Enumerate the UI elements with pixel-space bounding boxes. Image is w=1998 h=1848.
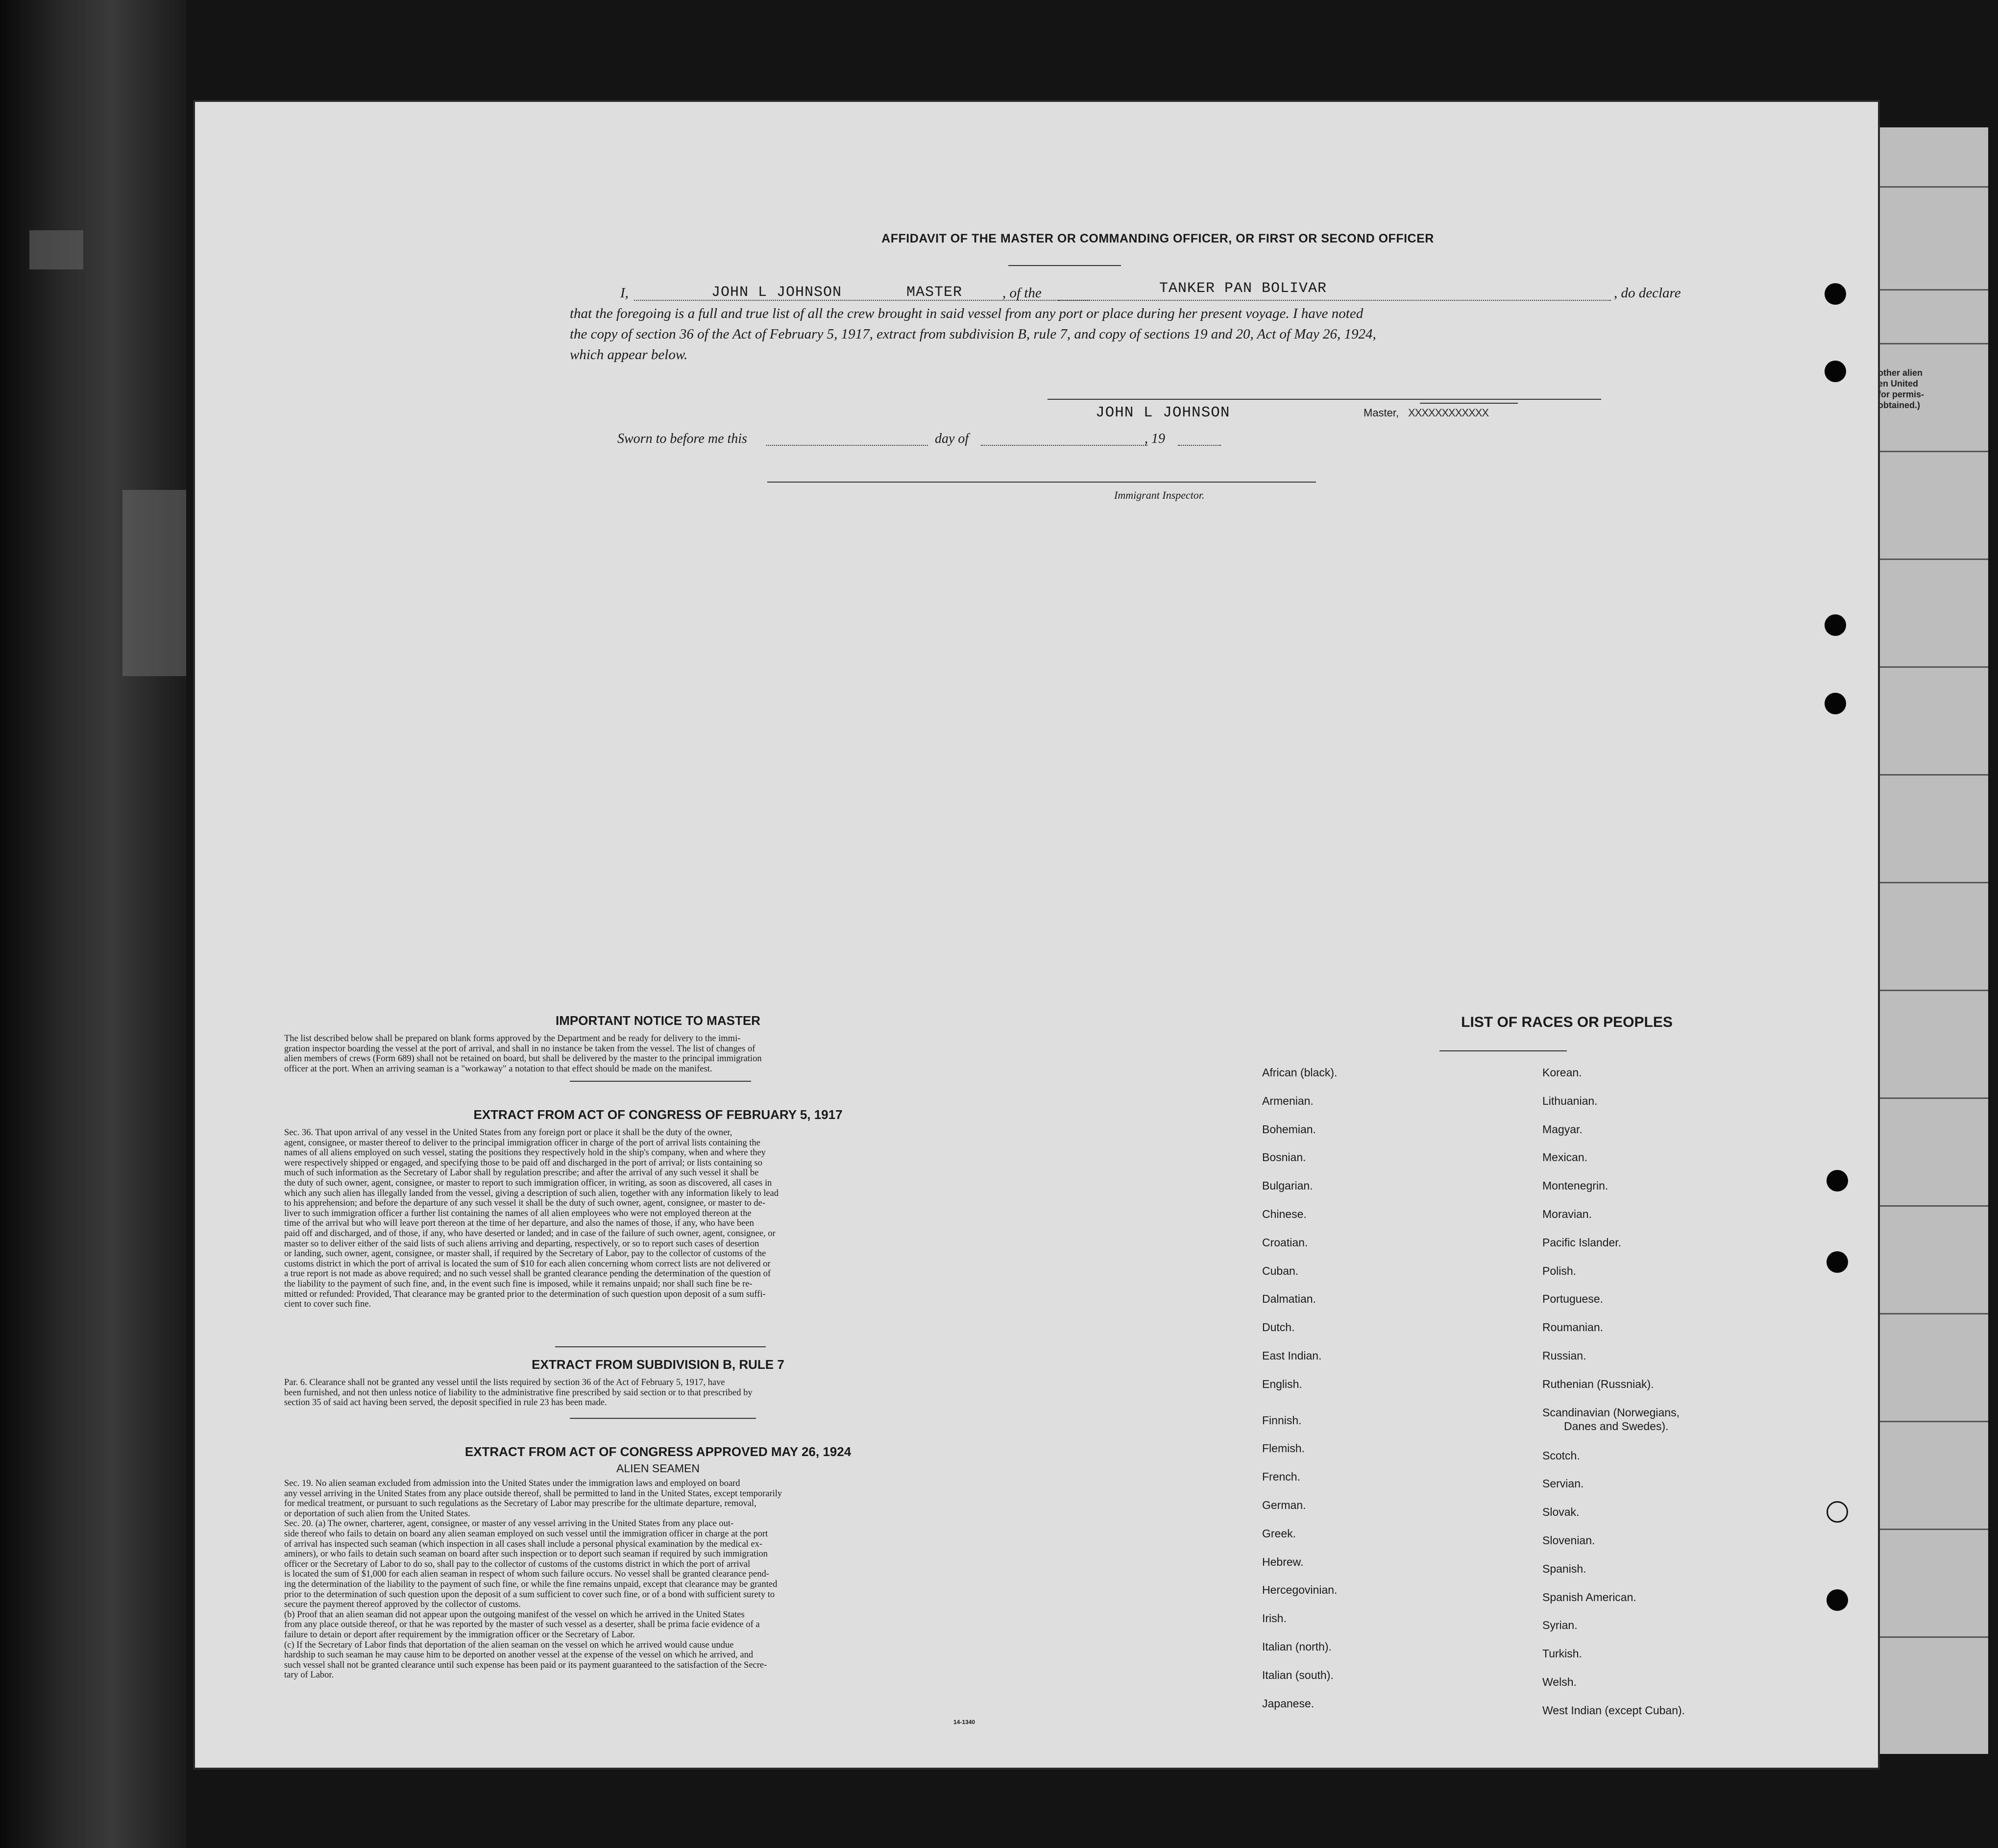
binder-hole: [1825, 283, 1846, 305]
extract-rule7-text: Par. 6. Clearance shall not be granted any vessel until the lists required by section 36 of the Act of February 5, 1917, have been furnished, and not then unless notice of liability to the administrative fine prescribed by said section or to that prescribed by section 35 of said act having been served, the deposit specified in rule 23 has been made.: [284, 1378, 753, 1408]
race-item: East Indian.: [1262, 1349, 1322, 1362]
race-item: Roumanian.: [1542, 1321, 1604, 1334]
notice-title: IMPORTANT NOTICE TO MASTER: [556, 1013, 760, 1028]
race-item: Lithuanian.: [1542, 1094, 1598, 1107]
extract-1917-title: EXTRACT FROM ACT OF CONGRESS OF FEBRUARY 5, 1917: [473, 1107, 843, 1122]
affidavit-title: AFFIDAVIT OF THE MASTER OR COMMANDING OFFICER, OR FIRST OR SECOND OFFICER: [881, 232, 1434, 245]
race-item: Irish.: [1262, 1612, 1287, 1625]
race-item: Spanish American.: [1542, 1590, 1636, 1604]
binder-hole: [1825, 693, 1846, 714]
race-item: Greek.: [1262, 1527, 1296, 1540]
affidavit-line-3: which appear below.: [570, 347, 688, 363]
extract-rule7-title: EXTRACT FROM SUBDIVISION B, RULE 7: [532, 1357, 784, 1372]
notice-text: The list described below shall be prepared on blank forms approved by the Department and be ready for delivery to the immi- gration inspector boarding the vessel at the port of arrival, and shall in no instance be taken from the vessel. The list of changes of alien members of crews (Form 689) shall not be retained on board, but shall be delivered by the master to the principal immigration officer at the port. When an arriving seaman is a "workaway" a notation to that effect should be made on the manifest.: [284, 1034, 762, 1074]
race-item: Hercegovinian.: [1262, 1583, 1338, 1597]
race-item: French.: [1262, 1470, 1300, 1483]
extract-1917-text: Sec. 36. That upon arrival of any vessel in the United States from any foreign port or place it shall be the duty of the owner, agent, consignee, or master thereof to deliver to the principal immigration officer in charge of the port of arrival lists containing the names of all aliens employed on such vessel, stating the positions they respectively hold in the ship's company, when and where they were respectively shipped or engaged, and specifying those to be paid off and discharged in the port of arrival; or lists containing so much of such information as the Secretary of Labor shall by regulation prescribe; and after the arrival of any such vessel it shall be the duty of such owner, agent, consignee, or master to report to such immigration officer, in writing, as soon as discovered, all cases in which any such alien has illegally landed from the vessel, giving a description of such alien, together with any information likely to lead to his apprehension; and before the departure of any such vessel it shall be the duty of such owner, agent, consignee, or master to de- liver to such immigration officer a further list containing the names of all alien employees who were not employed thereon at the time of the arrival but who will leave port thereon at the time of her departure, and also the names of those, if any, who have been paid off and discharged, and of those, if any, who have deserted or landed; and in case of the failure of such owner, agent, consignee, or master so to deliver either of the said lists of such aliens arriving and departing, respectively, or so to report such cases of desertion or landing, such owner, agent, consignee, or master shall, if required by the Secretary of Labor, pay to the collector of customs of the customs district in which the port of arrival is located the sum of $10 for each alien concerning whom correct lists are not delivered or a true report is not made as above required; and no such vessel shall be granted clearance pending the determination of the question of the liability to the payment of such fine, and, in the event such fine is imposed, while it remains unpaid; nor shall such fine be re- mitted or refunded: Provided, That clearance may be granted prior to the determination of such question upon deposit of a sum suffi- cient to cover such fine.: [284, 1128, 779, 1310]
affidavit-line-2: the copy of section 36 of the Act of February 5, 1917, extract from subdivision B, rule 7, and copy of sections 19 and 20, Act of May 26, 1924,: [570, 326, 1376, 342]
race-item: Dalmatian.: [1262, 1292, 1316, 1306]
race-item: Italian (south).: [1262, 1668, 1334, 1681]
race-item: German.: [1262, 1499, 1306, 1511]
alien-seamen-subtitle: ALIEN SEAMEN: [616, 1462, 700, 1475]
race-item: Bulgarian.: [1262, 1179, 1313, 1192]
binder-hole: [1827, 1501, 1848, 1523]
officer-rank: MASTER: [906, 284, 963, 301]
race-item: Scandinavian (Norwegians,: [1542, 1406, 1680, 1419]
of-the-label: , of the: [1002, 285, 1042, 301]
struck-out-officer-titles: XXXXXXXXXXXX: [1408, 407, 1489, 419]
signature-name: JOHN L JOHNSON: [1096, 404, 1230, 421]
race-item: Magyar.: [1542, 1122, 1583, 1136]
race-item: Spanish.: [1542, 1562, 1586, 1575]
form-number: 14-1340: [953, 1719, 975, 1726]
immigrant-inspector-label: Immigrant Inspector.: [1114, 489, 1205, 501]
race-item: Croatian.: [1262, 1236, 1308, 1249]
race-item: Dutch.: [1262, 1321, 1295, 1334]
signature-title: Master,: [1364, 407, 1399, 419]
race-item: Italian (north).: [1262, 1640, 1332, 1653]
race-item: Pacific Islander.: [1542, 1236, 1622, 1249]
binder-hole: [1827, 1589, 1848, 1611]
race-item: Moravian.: [1542, 1208, 1592, 1220]
race-item: Korean.: [1542, 1066, 1582, 1079]
left-scan-border: [0, 0, 186, 1848]
extract-1924-text: Sec. 19. No alien seaman excluded from admission into the United States under the immigration laws and employed on board any vessel arriving in the United States from any place outside thereof, shall be permitted to land in the United States, except temporarily for medical treatment, or pursuant to such regulations as the Secretary of Labor may prescribe for the ultimate departure, removal, or deportation of such alien from the United States. Sec. 20. (a) The owner, charterer, agent, consignee, or master of any vessel arriving in the United States from any place out- side thereof who fails to detain on board any alien seaman employed on such vessel until the immigration officer in charge at the port of arrival has inspected such seaman (which inspection in all cases shall include a personal physical examination by the medical ex- aminers), or who fails to detain such seaman on board after such inspection or to deport such seaman if required by such immigration officer or the Secretary of Labor to do so, shall pay to the collector of customs of the customs district in which the port of arrival is located the sum of $1,000 for each alien seaman in respect of whom such failure occurs. No vessel shall be granted clearance pend- ing the determination of the liability to the payment of such fine, or while the fine remains unpaid, except that clearance may be granted prior to the determination of such question upon the deposit of a sum sufficient to cover such fine, or of a bond with sufficient surety to secure the payment thereof approved by the collector of customs. (b) Proof that an alien seaman did not appear upon the outgoing manifest of the vessel on which he arrived in the United States from any place outside thereof, or that he was reported by the master of such vessel as a deserter, shall be prima facie evidence of a failure to detain or deport after requirement by the immigration officer or the Secretary of Labor. (c) If the Secretary of Labor finds that deportation of the alien seaman on the vessel on which he arrived would cause undue hardship to such seaman he may cause him to be deported on another vessel at the expense of the vessel on which he arrived, and such vessel shall not be granted clearance until such expense has been paid or its payment guaranteed to the satisfaction of the Secre- tary of Labor.: [284, 1479, 782, 1680]
race-item: Mexican.: [1542, 1151, 1588, 1164]
document-page: [195, 102, 1878, 1768]
race-item: Portuguese.: [1542, 1292, 1604, 1306]
underlying-page-stamp: [122, 490, 186, 676]
race-item: Servian.: [1542, 1477, 1584, 1490]
race-item: West Indian (except Cuban).: [1542, 1703, 1685, 1717]
binder-hole: [1825, 361, 1846, 382]
underlying-sheet-fragment: other alien en United for permis- obtained.): [1878, 368, 1925, 410]
extract-1924-title: EXTRACT FROM ACT OF CONGRESS APPROVED MAY 26, 1924: [464, 1444, 852, 1459]
race-item: Slovenian.: [1542, 1534, 1595, 1547]
race-item: Scotch.: [1542, 1449, 1580, 1462]
race-item: Bosnian.: [1262, 1151, 1306, 1164]
race-item: Finnish.: [1262, 1413, 1302, 1427]
underlying-page-mark: [29, 230, 83, 269]
race-item: Ruthenian (Russniak).: [1542, 1377, 1654, 1390]
race-item: Montenegrin.: [1542, 1179, 1608, 1192]
race-item: African (black).: [1262, 1066, 1338, 1079]
race-item: Turkish.: [1542, 1647, 1582, 1660]
race-item: English.: [1262, 1377, 1302, 1390]
binder-hole: [1827, 1170, 1848, 1191]
race-item: Syrian.: [1542, 1619, 1578, 1632]
affidavit-pronoun: I,: [620, 285, 629, 301]
race-item: Welsh.: [1542, 1676, 1577, 1688]
sworn-day-label: day of: [935, 431, 969, 446]
do-declare-label: , do declare: [1614, 285, 1681, 301]
sworn-prefix: Sworn to before me this: [617, 431, 747, 446]
race-item: Polish.: [1542, 1264, 1577, 1277]
race-item: Flemish.: [1262, 1442, 1305, 1455]
race-item: Slovak.: [1542, 1506, 1580, 1519]
vessel-name: TANKER PAN BOLIVAR: [1159, 280, 1327, 297]
race-item: Bohemian.: [1262, 1122, 1316, 1136]
race-item: Hebrew.: [1262, 1555, 1304, 1568]
race-item: Japanese.: [1262, 1697, 1315, 1710]
officer-name: JOHN L JOHNSON: [711, 284, 842, 301]
binder-hole: [1827, 1251, 1848, 1273]
affidavit-line-1: that the foregoing is a full and true list of all the crew brought in said vessel from any port or place during her present voyage. I have noted: [570, 306, 1364, 321]
sworn-year-label: , 19: [1145, 431, 1165, 446]
binder-hole: [1825, 614, 1846, 636]
race-item: Danes and Swedes).: [1564, 1419, 1669, 1433]
race-item: Chinese.: [1262, 1208, 1307, 1220]
underlying-sheet: [1872, 127, 1988, 1754]
race-item: Russian.: [1542, 1349, 1586, 1362]
races-title: LIST OF RACES OR PEOPLES: [1461, 1014, 1673, 1030]
race-item: Cuban.: [1262, 1264, 1299, 1277]
race-item: Armenian.: [1262, 1094, 1314, 1107]
